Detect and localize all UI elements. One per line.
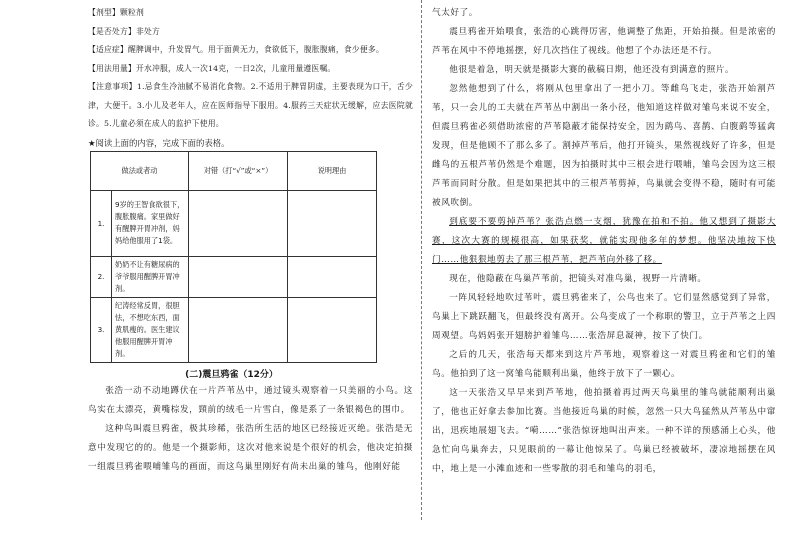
story-paragraph: 震旦鸦雀开始喂食，张浩的心跳得厉害，他调整了焦距，开始拍摄。但是浓密的芦苇在风中不停地摇摆，好几次挡住了视线。他想了个办法还是不行。 (432, 27, 776, 56)
row-practice-text: 9岁的王智食欲很下，腹胀腹痛。家里做好有醒脾开胃冲剂，妈妈给他服用了1袋。 (112, 190, 189, 256)
reason-answer-cell[interactable] (288, 297, 377, 362)
header-practice: 做法或者动 (91, 151, 189, 190)
row-number: 3. (91, 297, 112, 362)
story-paragraph: 这种鸟叫震旦鸦雀，极其珍稀，张浩所生活的地区已经接近灭绝。张浩是无意中发现它的的。他是一个摄影师，这次对他来说是个很好的机会，他决定拍摄一组震旦鸦雀喂哺雏鸟的画面，而这鸟巢里刚好有尚未出巢的雏鸟，他刚好能 (88, 423, 413, 472)
usage-dosage: 【用法用量】开水冲服，成人一次14克，一日2次，儿童用量遵医嘱。 (88, 63, 336, 73)
table-instruction: ★阅读上面的内容，完成下面的表格。 (88, 137, 230, 148)
table-row (91, 297, 377, 362)
section-title: (二)震旦鸦雀（12分） (185, 369, 278, 380)
answer-table (90, 151, 377, 363)
table-row (91, 190, 377, 256)
table-row (91, 256, 377, 297)
right-wrong-answer-cell[interactable] (189, 297, 288, 362)
underlined-question-paragraph: 到底要不要剪掉芦苇？张浩点燃一支烟，犹豫在拍和不拍。他又想到了摄影大赛，这次大赛的规模很高，如果获奖，就能实现他多年的梦想。他坚决地按下快门……他狠狠地剪去了那三根芦苇，把芦苇向外移了移。 (432, 217, 776, 265)
row-practice-text: 奶奶不让有糖尿病的爷爷服用醒脾开胃冲剂。 (112, 256, 189, 297)
story-paragraph: 一阵风轻轻地吹过苇叶，震旦鸦雀来了，公鸟也来了。它们显然感觉到了异常，鸟巢上下跳跃翻飞，但最终没有离开。公鸟变成了一个称职的警卫，立于芦苇之上四周观望。鸟妈妈张开翅膀护着雏鸟……张浩屏息凝神，按下了快门。 (432, 293, 776, 341)
table-header-row (91, 151, 377, 190)
right-wrong-answer-cell[interactable] (189, 256, 288, 297)
column-divider (421, 0, 422, 520)
story-paragraph: 现在，他隐蔽在鸟巢芦苇前，把镜头对准鸟巢，视野一片清晰。 (449, 274, 707, 284)
story-paragraph: 这一天张浩又早早来到芦苇地，他拍摄着再过两天鸟巢里的雏鸟就能顺利出巢了，他也正好拿去参加比赛。当他接近鸟巢的时候，忽然一只大鸟猛然从芦苇丛中窜出，迅疾地展翅飞去。“嗬……”张浩惊讶地叫出声来。一种不详的预感涌上心头，他急忙向鸟巢奔去，只见眼前的一幕让他惊呆了。鸟巢已经被破坏，凄凉地摇摆在风中，地上是一小滩血迹和一些零散的羽毛和雏鸟的羽毛， (432, 388, 776, 474)
row-number: 1. (91, 190, 112, 256)
story-paragraph: 他很是着急，明天就是摄影大赛的截稿日期，他还没有到满意的照片。 (449, 65, 735, 75)
right-column (432, 4, 776, 479)
prescription-status: 【是否处方】非处方 (88, 26, 160, 36)
story-paragraph: 之后的几天，张浩每天都来到这片芦苇地，观察着这一对震旦鸦雀和它们的雏鸟。他拍到了这一窝雏鸟能顺利出巢，他终于放下了一颗心。 (432, 350, 776, 379)
indications: 【适应症】醒脾调中，升发胃气。用于面黄无力，食欲低下，腹胀腹痛，食少便多。 (88, 45, 384, 54)
reason-answer-cell[interactable] (288, 256, 377, 297)
story-paragraph: 张浩一动不动地蹲伏在一片芦苇丛中，通过镜头观察着一只美丽的小鸟。这鸟实在太漂亮，黄嘴棕发，頸前的绒毛一片雪白，像是系了一条银褐色的围巾。 (88, 385, 413, 415)
story-paragraph: 忽然他想到了什么，将刚从包里拿出了一把小刀。等雌鸟飞走，张浩开始割芦苇，只一会儿的工夫就在芦苇丛中割出一条小径，他知道这样做对雏鸟来说不安全，但震旦鸦雀必须借助浓密的芦苇隐蔽才能保持安全，因为鹞鸟、喜鹊、白腹鹞等猛禽发现，但是他顾不了那么多了。割掉芦苇后，他打开镜头，果然视线好了许多，但是雌鸟的五根芦苇仍然是个难题，因为拍摄时其中三根会进行喂哺，雏鸟会因为这三根芦苇而同时分散。但是如果把其中的三根芦苇剪掉，鸟巢就会变得不稳，随时有可能被风吹倒。 (432, 84, 776, 208)
row-number: 2. (91, 256, 112, 297)
header-right-wrong: 对错（打“√”或“×”） (189, 151, 288, 190)
story-paragraph: 气太好了。 (432, 8, 478, 18)
row-practice-text: 纪涛经常反胃，很胆怯，不想吃东西，面黄肌瘦的。医生建议他服用醒脾开胃冲剂。 (112, 297, 189, 362)
dosage-form: 【剂型】颗粒剂 (88, 8, 144, 17)
header-reason: 说明理由 (288, 151, 377, 190)
right-wrong-answer-cell[interactable] (189, 190, 288, 256)
left-column (88, 4, 413, 477)
precautions: 【注意事项】1.忌食生冷油腻不易消化食物。2.不适用于脾胃阴虚，主要表现为口干，舌少津，大便干。3.小儿及老年人，应在医师指导下服用。4.服药三天症状无缓解，应去医院就诊。5.儿童必须在成人的监护下使用。 (88, 82, 413, 128)
reason-answer-cell[interactable] (288, 190, 377, 256)
